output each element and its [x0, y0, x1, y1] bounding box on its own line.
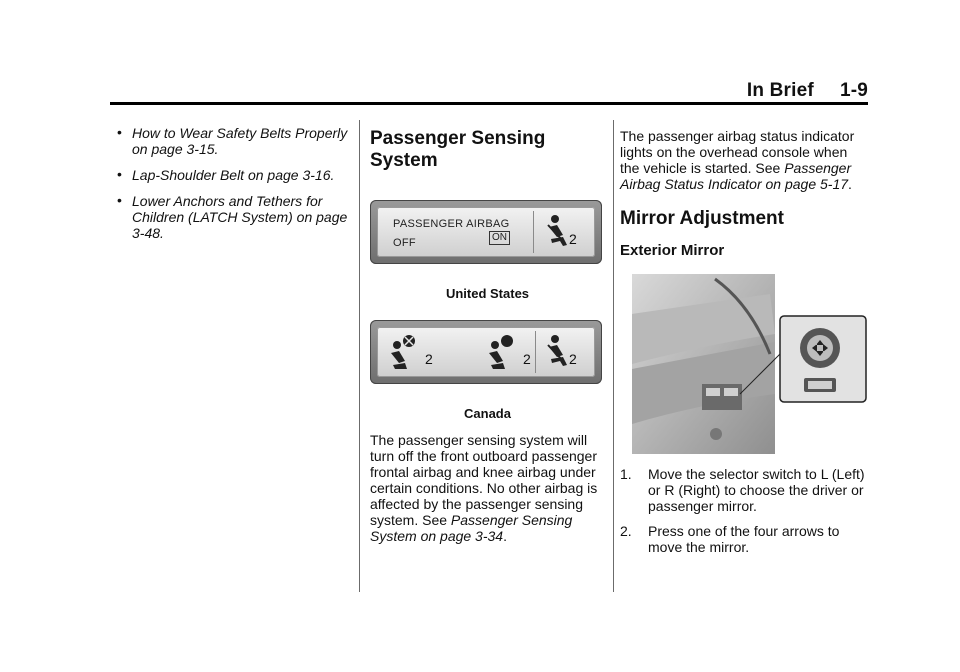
page-reference-link[interactable]: Passenger Airbag Status Indicator on page 5-17 [620, 160, 852, 192]
column-1 [115, 125, 350, 251]
page-header [110, 80, 868, 104]
airbag-on-icon: 2 [487, 333, 527, 374]
airbag-off-icon: 2 [389, 333, 429, 374]
panel-label: PASSENGER AIRBAG [393, 218, 510, 230]
panel-off-label: OFF [393, 237, 416, 249]
column-3 [620, 128, 870, 564]
header-rule [110, 102, 868, 105]
figure-caption: Canada [464, 406, 511, 421]
mirror-control-icon [620, 274, 870, 458]
section-heading: Mirror Adjustment [620, 208, 784, 229]
column-divider-1 [359, 120, 360, 592]
page-number: 1-9 [839, 80, 868, 101]
door-panel-illustration [620, 274, 870, 458]
subsection-heading: Exterior Mirror [620, 242, 725, 259]
figure-caption: United States [445, 286, 530, 301]
column-divider-2 [613, 120, 614, 592]
passenger-seatbelt-icon: 2 [543, 213, 577, 254]
reference-list [115, 125, 350, 241]
list-item[interactable]: • Lower Anchors and Tethers for Children (LATCH System) on page 3-48. [115, 193, 350, 241]
us-indicator-panel [370, 200, 602, 264]
list-item[interactable]: • How to Wear Safety Belts Properly on page 3-15. [115, 125, 350, 157]
body-paragraph: The passenger airbag status indicator lights on the overhead console when the vehicle is started. See Passenger Airbag Status Indicator on page 5-17. [620, 128, 855, 192]
section-title: In Brief [746, 80, 814, 101]
list-item[interactable]: • Lap-Shoulder Belt on page 3-16. [115, 167, 350, 183]
list-item: 2. Press one of the four arrows to move the mirror. [620, 523, 840, 555]
list-item: 1. Move the selector switch to L (Left) or R (Right) to choose the driver or passenger mirror. [620, 466, 865, 514]
panel-on-label: ON [489, 231, 510, 245]
instruction-steps [620, 466, 870, 555]
section-heading: Passenger Sensing System [370, 128, 546, 171]
column-2 [370, 128, 605, 544]
canada-indicator-panel [370, 320, 602, 384]
passenger-seatbelt-icon: 2 [543, 333, 577, 374]
body-paragraph: The passenger sensing system will turn off the front outboard passenger frontal airbag and knee airbag under certain conditions. No other airbag is affected by the passenger sensing system. See Passenger Sensing System on page 3-34. [370, 432, 598, 544]
page-reference-link[interactable]: Passenger Sensing System on page 3-34 [370, 512, 573, 544]
